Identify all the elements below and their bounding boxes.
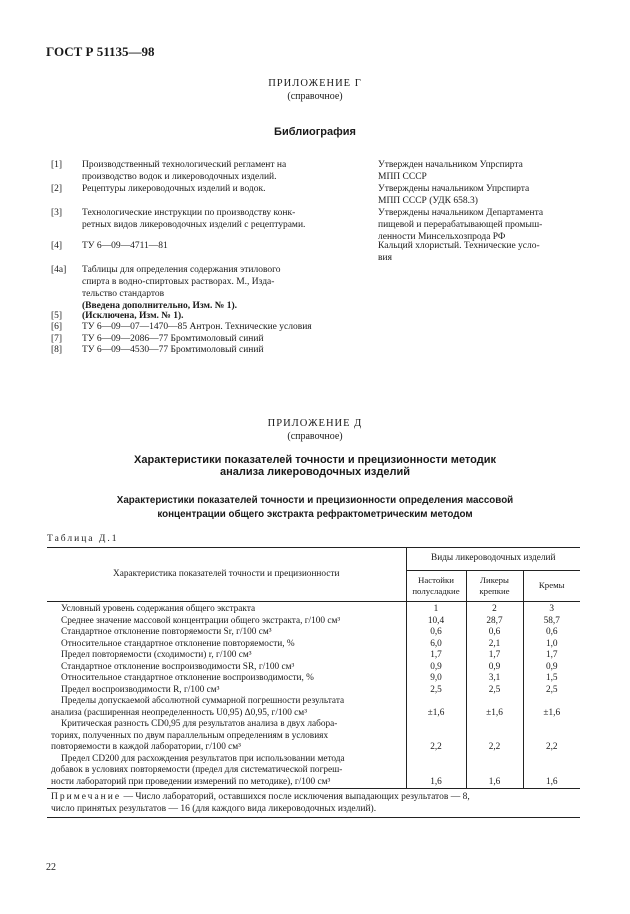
document-header: ГОСТ Р 51135—98 [46,44,155,59]
row-value: 1 [406,602,466,616]
appendix-d-subtitle: (справочное) [287,431,343,442]
bib-entry: Рецептуры ликероводочных изделий и водок. [82,184,266,194]
appendix-d-subheading: Характеристики показателей точности и прецизионности определения массовой концентрации общего экстракта рефрактометрическим методом [116,495,514,520]
bib-entry: Производственный технологический регламент на производство водок и ликероводочных изделий. [82,160,287,182]
bibliography-heading: Библиография [274,126,356,138]
bib-entry: ТУ 6—09—07—1470—85 Антрон. Технические условия [82,322,312,332]
row-value: 2,5 [523,685,580,697]
row-value: 10,4 [406,616,466,628]
row-value: 1,5 [523,673,580,685]
row-value: 3,1 [466,673,523,685]
table-row [47,616,580,628]
table-row [47,719,580,754]
page-number: 22 [46,862,56,873]
row-value: 1,6 [523,754,580,789]
row-value: 1,7 [406,650,466,662]
table-row [47,602,580,616]
table-group-header: Виды ликероводочных изделий [406,548,580,571]
row-value: 58,7 [523,616,580,628]
bib-entry: (Исключена, Изм. № 1). [82,311,184,321]
appendix-d-title: ПРИЛОЖЕНИЕ Д [267,418,363,429]
row-value: 6,0 [406,639,466,651]
table-row [47,639,580,651]
row-label: Предел повторяемости (сходимости) r, г/100 см³ [61,650,252,660]
row-value: 28,7 [466,616,523,628]
row-value: 2,2 [466,719,523,754]
row-value: 0,9 [523,662,580,674]
row-value: 1,6 [466,754,523,789]
bib-entry: ТУ 6—09—4530—77 Бромтимоловый синий [82,345,264,355]
row-value: 2 [466,602,523,616]
row-label: Критическая разность CD0,95 для результатов анализа в двух лабора- ториях, полученных по двум параллельным определениям в условиях повторяемости в каждой лаборатории, г/100 см³ [51,719,338,752]
table-row [47,696,580,719]
row-value: 2,2 [406,719,466,754]
bib-num: [5] [51,311,63,321]
row-label: Стандартное отклонение воспроизводимости SR, г/100 см³ [61,661,295,672]
bib-entry: Технологические инструкции по производству конк- ретных видов ликероводочных изделий с рецептурами. [82,208,306,230]
table-sub-header: Кремы [523,571,580,602]
bib-approval-note: Утверждены начальником Департамента пищевой и перерабатывающей промыш- ленности Минсельхозпрода РФ [378,208,544,242]
bib-entry: ТУ 6—09—4711—81 [82,241,168,251]
bib-entry: Таблицы для определения содержания этилового спирта в водно-спиртовых растворах. М., Изда- тельство стандартов (Введена дополнительно, Изм. № 1). [82,264,345,312]
row-label: Стандартное отклонение повторяемости Sr, г/100 см³ [61,627,272,637]
row-value: ±1,6 [466,696,523,719]
bib-approval-note: Утвержден начальником Упрспирта МПП СССР [378,160,523,182]
row-value: 0,9 [466,662,523,674]
table-row [47,650,580,662]
bib-approval-note: Кальций хлористый. Технические усло- вия [378,241,540,263]
table-note: Примечание — Число лабораторий, оставшихся после исключения выпадающих результатов — 8, число принятых результатов — 16 (для каждого вида ликероводочных изделий). [47,789,580,818]
row-value: 0,6 [523,627,580,639]
table-col-header: Характеристика показателей точности и прецизионности [47,548,406,602]
bib-amendment-note: (Введена дополнительно, Изм. № 1). [82,301,237,311]
row-value: 1,7 [466,650,523,662]
table-row [47,662,580,674]
bib-entry: ТУ 6—09—2086—77 Бромтимоловый синий [82,334,264,344]
row-value: 2,5 [466,685,523,697]
bib-num: [3] [51,208,63,218]
row-value: 2,2 [523,719,580,754]
row-value: 0,9 [406,662,466,674]
bibliography-list [0,0,630,400]
bib-num: [7] [51,334,63,344]
row-label: Среднее значение массовой концентрации общего экстракта, г/100 см³ [61,615,341,626]
row-label: Предел CD200 для расхождения результатов при использовании метода добавок в условиях повторяемости (предел для систематической погреш- ности лабораторий при проведении измерений по методике), г/100 см³ [51,753,345,787]
table-row [47,673,580,685]
table-sub-header: Ликеры крепкие [466,571,523,602]
row-label: Условный уровень содержания общего экстракта [61,604,256,614]
row-label: Относительное стандартное отклонение воспроизводимости, % [61,673,314,683]
row-value: ±1,6 [523,696,580,719]
table-row [47,754,580,789]
row-value: 3 [523,602,580,616]
row-value: 0,6 [406,627,466,639]
row-label: Предел воспроизводимости R, г/100 см³ [61,684,220,695]
table-row [47,685,580,697]
bib-num: [2] [51,184,63,194]
row-label: Пределы допускаемой абсолютной суммарной погрешности результата анализа (расширенная неопределенность U0,95) Δ0,95, г/100 см³ [51,696,345,718]
appendix-g-subtitle: (справочное) [287,91,343,102]
bib-num: [1] [51,160,63,170]
row-value: 0,6 [466,627,523,639]
row-value: ±1,6 [406,696,466,719]
bib-num: [4а] [51,265,67,275]
row-value: 1,6 [406,754,466,789]
row-label: Относительное стандартное отклонение повторяемости, % [61,638,295,649]
appendix-g-title: ПРИЛОЖЕНИЕ Г [268,78,362,89]
bib-approval-note: Утверждены начальником Упрспирта МПП СССР (УДК 658.3) [378,184,530,206]
row-value: 1,0 [523,639,580,651]
table-row [47,627,580,639]
row-value: 9,0 [406,673,466,685]
bib-num: [8] [51,345,63,355]
row-value: 2,1 [466,639,523,651]
precision-table [47,547,580,818]
table-caption: Таблица Д.1 [47,534,119,544]
row-value: 2,5 [406,685,466,697]
table-sub-header: Настойки полусладкие [406,571,466,602]
appendix-d-heading: Характеристики показателей точности и прецизионности методик анализа ликероводочных изделий [134,454,496,478]
bib-num: [4] [51,241,63,251]
bib-num: [6] [51,322,63,332]
row-value: 1,7 [523,650,580,662]
